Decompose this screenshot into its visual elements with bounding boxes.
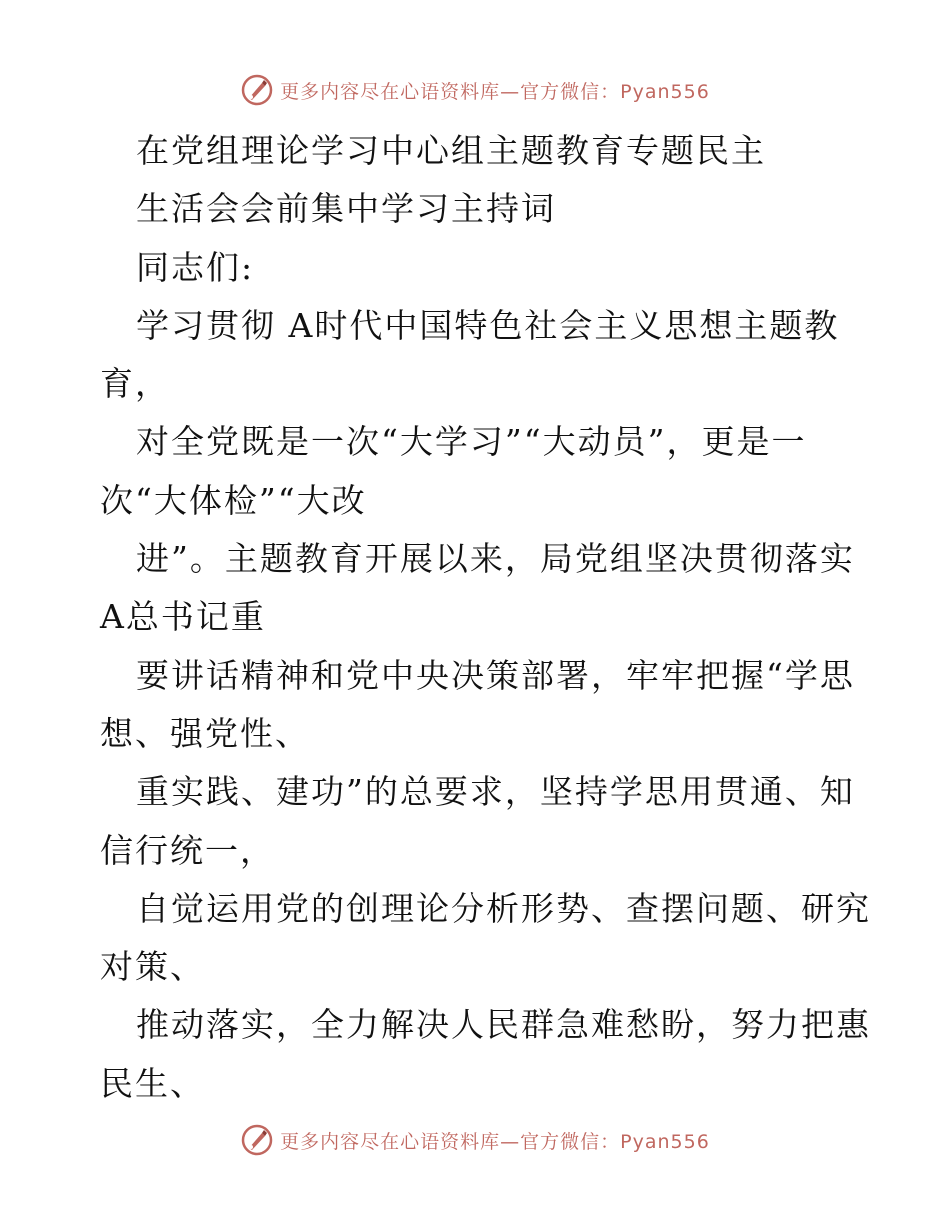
text-line: 次“大体检”“大改: [100, 480, 367, 520]
pen-circle-logo-icon: [240, 73, 274, 107]
text-line: 民生、: [100, 1063, 205, 1103]
banner-text: 更多内容尽在心语资料库—官方微信：Pyan556: [280, 1130, 710, 1153]
document-body: [100, 122, 871, 1113]
text-line: 生活会会前集中学习主持词: [136, 189, 556, 229]
text-line: 同志们:: [136, 247, 255, 287]
banner-text: 更多内容尽在心语资料库—官方微信：Pyan556: [280, 80, 710, 103]
text-line: 对策、: [100, 947, 205, 987]
text-line: A总书记重: [100, 597, 266, 637]
text-line: 在党组理论学习中心组主题教育专题民主: [136, 131, 766, 170]
text-line: 重实践、建功”的总要求，坚持学思用贯通、知: [136, 772, 855, 812]
header-banner: [0, 70, 950, 110]
text-line: 进”。主题教育开展以来，局党组坚决贯彻落实: [136, 539, 855, 579]
text-line: 学习贯彻 A时代中国特色社会主义思想主题教: [136, 305, 840, 345]
text-line: 要讲话精神和党中央决策部署，牢牢把握“学思: [136, 655, 855, 695]
pen-circle-logo-icon: [240, 1123, 274, 1157]
footer-banner: [0, 1120, 950, 1160]
text-line: 自觉运用党的创理论分析形势、查摆问题、研究: [136, 888, 871, 928]
text-line: 信行统一，: [100, 830, 275, 870]
text-line: 育，: [100, 364, 170, 404]
text-line: 对全党既是一次“大学习”“大动员”，更是一: [136, 422, 807, 462]
text-line: 想、强党性、: [100, 713, 310, 753]
text-line: 推动落实，全力解决人民群急难愁盼，努力把惠: [136, 1005, 871, 1045]
